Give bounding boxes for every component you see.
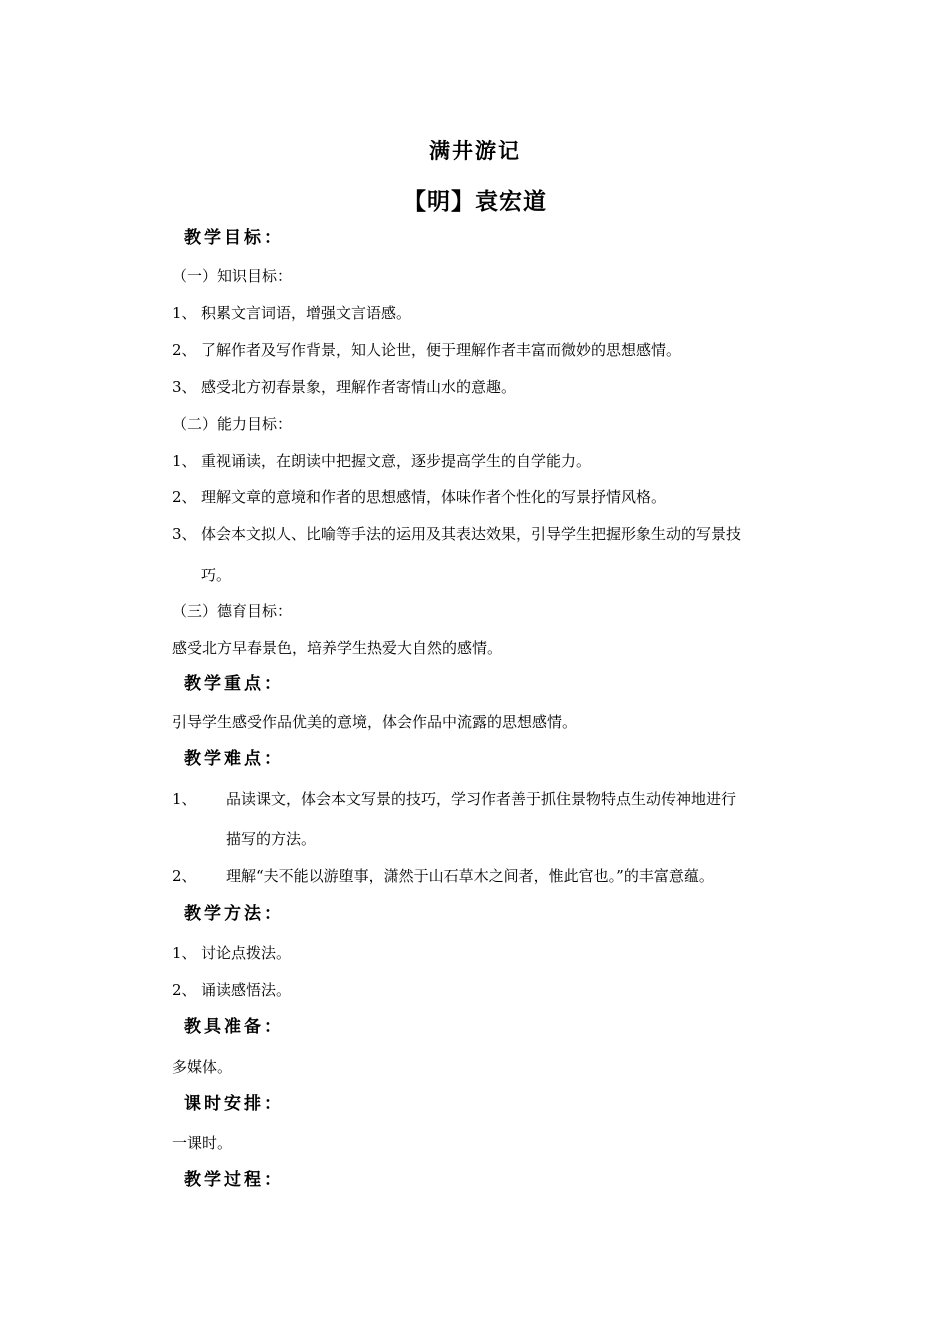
list-item [172, 866, 714, 886]
list-item [172, 377, 516, 397]
list-item [172, 487, 666, 507]
list-item-text: 体会本文拟人、比喻等手法的运用及其表达效果，引导学生把握形象生动的写景技 [201, 525, 742, 543]
key-point-heading: 教学重点： [184, 674, 284, 694]
tools-text: 多媒体。 [172, 1058, 233, 1076]
list-item-number: 2、 [172, 341, 197, 359]
key-point-text: 引导学生感受作品优美的意境，体会作品中流露的思想感情。 [172, 713, 578, 731]
moral-objectives-text: 感受北方早春景色，培养学生热爱大自然的感情。 [172, 639, 503, 657]
list-item-number: 1、 [172, 790, 197, 808]
list-item-number: 2、 [172, 981, 197, 999]
list-item [172, 789, 736, 809]
list-item [172, 943, 291, 963]
method-heading: 教学方法： [184, 904, 284, 924]
list-item-number: 3、 [172, 525, 197, 543]
list-item [172, 524, 741, 544]
list-item-text: 积累文言词语，增强文言语感。 [201, 304, 412, 322]
process-heading: 教学过程： [184, 1170, 284, 1190]
list-item-text: 品读课文，体会本文写景的技巧，学习作者善于抓住景物特点生动传神地进行 [226, 790, 737, 808]
schedule-text: 一课时。 [172, 1134, 233, 1152]
list-item-text: 诵读感悟法。 [201, 981, 292, 999]
list-item-text: 理解“夫不能以游堕事，潇然于山石草木之间者，惟此官也。”的丰富意蕴。 [226, 867, 714, 885]
list-item [172, 451, 591, 471]
list-item-continuation: 描写的方法。 [226, 830, 317, 848]
moral-objectives-label: （三）德育目标： [172, 602, 293, 620]
list-item [172, 980, 291, 1000]
list-item-text: 了解作者及写作背景，知人论世，便于理解作者丰富而微妙的思想感情。 [201, 341, 682, 359]
list-item-number: 2、 [172, 488, 197, 506]
list-item-number: 2、 [172, 867, 197, 885]
document-author: 【明】袁宏道 [403, 188, 547, 215]
ability-objectives-label: （二）能力目标： [172, 415, 293, 433]
difficulty-heading: 教学难点： [184, 749, 284, 769]
list-item-number: 1、 [172, 944, 197, 962]
list-item-text: 感受北方初春景象，理解作者寄情山水的意趣。 [201, 378, 517, 396]
objectives-heading: 教学目标： [184, 228, 284, 248]
list-item [172, 340, 681, 360]
list-item [172, 303, 411, 323]
list-item-text: 讨论点拨法。 [201, 944, 292, 962]
list-item-text: 重视诵读，在朗读中把握文意，逐步提高学生的自学能力。 [201, 452, 592, 470]
document-title: 满井游记 [429, 138, 521, 163]
schedule-heading: 课时安排： [184, 1094, 284, 1114]
list-item-number: 3、 [172, 378, 197, 396]
knowledge-objectives-label: （一）知识目标： [172, 267, 293, 285]
list-item-number: 1、 [172, 452, 197, 470]
list-item-number: 1、 [172, 304, 197, 322]
list-item-continuation: 巧。 [201, 566, 232, 584]
tools-heading: 教具准备： [184, 1017, 284, 1037]
list-item-text: 理解文章的意境和作者的思想感情，体味作者个性化的写景抒情风格。 [201, 488, 667, 506]
